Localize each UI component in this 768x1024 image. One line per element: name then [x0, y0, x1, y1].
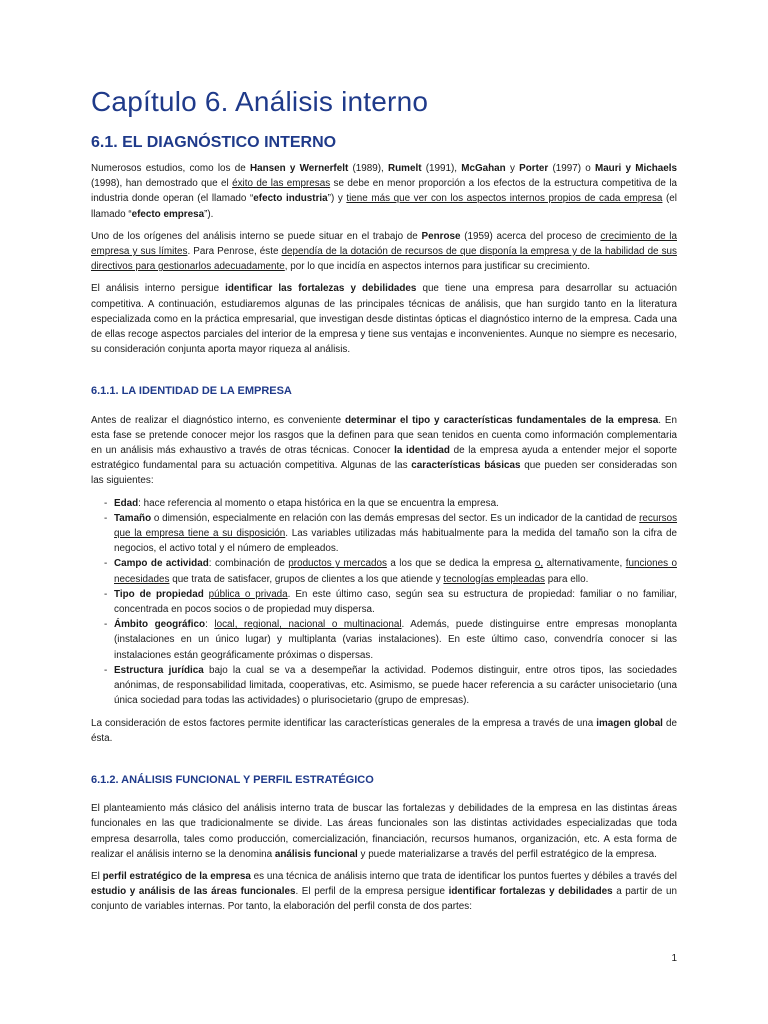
underlined-text: o,	[534, 558, 544, 570]
bold-text: Penrose	[421, 230, 461, 242]
underlined-text: tiene más que ver con los aspectos internos propios de cada empresa	[346, 193, 663, 205]
text: Numerosos estudios, como los de	[91, 163, 250, 174]
section-title: 6.1. EL DIAGNÓSTICO INTERNO	[91, 134, 337, 151]
bold-text: efecto empresa	[131, 208, 205, 220]
text: o dimensión, especialmente en relación con las demás empresas del sector. Es un indicador de la cantidad de	[151, 512, 640, 524]
bullet-dash: -	[104, 512, 108, 524]
bold-text: análisis funcional	[274, 848, 358, 860]
underlined-text: tecnologías empleadas	[443, 573, 545, 585]
text: y	[505, 163, 520, 174]
bold-text: Campo de actividad	[114, 558, 209, 570]
text: (el llamado “	[91, 193, 677, 220]
text: : combinación de	[208, 558, 289, 570]
text: El	[91, 870, 103, 882]
text: . Para Penrose, éste	[187, 246, 282, 258]
text: . Además, puede distinguirse entre empresas monoplanta (instalaciones en un único lugar) y multiplanta (varias instalaciones). En este último caso, convendría conocer si las instalaciones están geográficamente próximas o dispersas.	[114, 619, 678, 661]
bold-text: Hansen y Wernerfelt	[249, 163, 349, 174]
text: a los que se dedica la empresa	[386, 558, 535, 570]
text: . En este último caso, según sea su estructura de propiedad: familiar o no familiar, concentrada en pocos socios o de propiedad muy dispersa.	[114, 588, 678, 616]
bullet-dash: -	[104, 619, 108, 631]
text: alternativamente,	[543, 558, 626, 570]
bold-text: características básicas	[411, 460, 521, 472]
bold-text: Ámbito geográfico	[114, 619, 206, 631]
underlined-text: local, regional, nacional o multinacional	[214, 619, 402, 631]
paragraph-4	[91, 413, 677, 489]
list-item	[91, 663, 677, 709]
subsection-title-identity: 6.1.1. LA IDENTIDAD DE LA EMPRESA	[91, 385, 292, 398]
text: El análisis interno persigue	[91, 283, 226, 295]
paragraph-2	[91, 229, 677, 275]
paragraph-1	[91, 161, 677, 222]
underlined-text: productos y mercados	[288, 558, 387, 570]
bold-text: Tamaño	[114, 512, 152, 524]
text: Uno de los orígenes del análisis interno se puede situar en el trabajo de	[91, 230, 422, 242]
text: : hace referencia al momento o etapa histórica en la que se encuentra la empresa.	[138, 497, 499, 509]
underlined-text: recursos que la empresa tiene a su disposición	[114, 512, 678, 540]
list-item	[91, 556, 677, 586]
bold-text: efecto industria	[253, 193, 328, 205]
text: que tiene una empresa para desarrollar su actuación competitiva. A continuación, estudiaremos algunas de las principales técnicas de análisis, que han surgido tanto en la literatura especializada como en la práctica empresarial, que investigan desde distintas ópticas el diagnóstico interno de la empresa. Cada una de ellas recoge aspectos parciales del interior de la empresa y tiene sus ventajas e inconvenientes. Aunque no siempre es necesario, su consideración conjunta aporta mayor riqueza al análisis.	[91, 283, 677, 356]
paragraph-6	[91, 801, 677, 862]
underlined-text: dependía de la dotación de recursos de que disponía la empresa y de la habilidad de sus directivos para gestionarlos adecuadamente	[91, 246, 677, 273]
chapter-title: Capítulo 6. Análisis interno	[91, 86, 429, 117]
text: Antes de realizar el diagnóstico interno, es conveniente	[91, 414, 346, 426]
text: para ello.	[544, 573, 589, 585]
bold-text: estudio y análisis de las áreas funcionales	[91, 886, 296, 898]
underlined-text: pública o privada	[208, 588, 288, 600]
text: . Las variables utilizadas más habitualmente para la medida del tamaño son la cifra de negocios, el activo total y el número de empleados.	[114, 528, 677, 555]
bullet-dash: -	[104, 664, 108, 676]
bold-text: imagen global	[596, 717, 663, 729]
text: de ésta.	[91, 717, 677, 744]
text: de la empresa ayuda a entender mejor el soporte estratégico fundamental para su actuación competitiva. Algunas de las	[91, 445, 678, 472]
bold-text: la identidad	[394, 445, 450, 457]
page-number: 1	[671, 953, 677, 964]
list-item	[91, 496, 677, 511]
text: (1959) acerca del proceso de	[460, 230, 601, 242]
bold-text: identificar las fortalezas y debilidades	[225, 283, 417, 295]
bold-text: McGahan	[461, 163, 506, 174]
paragraph-7	[91, 869, 677, 915]
bold-text: perfil estratégico de la empresa	[102, 870, 251, 882]
bullet-dash: -	[104, 588, 108, 600]
paragraph-5	[91, 716, 677, 746]
bold-text: Tipo de propiedad	[114, 588, 204, 600]
bullet-dash: -	[104, 497, 108, 509]
underlined-text: éxito de las empresas	[232, 178, 331, 190]
text: que pueden ser consideradas son las siguientes:	[91, 460, 677, 487]
list-item	[91, 587, 677, 617]
bold-text: Porter	[519, 163, 549, 174]
paragraph-3	[91, 281, 677, 357]
bold-text: determinar el tipo y características fundamentales de la empresa	[345, 414, 659, 426]
text: (1997) o	[548, 163, 595, 174]
text: (1998), han demostrado que el	[91, 178, 233, 190]
bold-text: Rumelt	[388, 163, 422, 174]
characteristics-list	[91, 496, 677, 709]
text: . El perfil de la empresa persigue	[295, 886, 449, 898]
list-item	[91, 511, 677, 557]
subsection-title-functional: 6.1.2. ANÁLISIS FUNCIONAL Y PERFIL ESTRATÉGICO	[91, 773, 374, 786]
bold-text: Estructura jurídica	[114, 664, 204, 676]
document-body	[91, 161, 677, 922]
underlined-text: crecimiento de la empresa y sus límites	[91, 230, 677, 258]
text: El planteamiento más clásico del análisis interno trata de buscar las fortalezas y debilidades de la empresa en las distintas áreas funcionales en las que tradicionalmente se divide. Las áreas funcionales son las distintas actividades especializadas que toda empresa desarrolla, tales como producción, comercialización, financiación, recursos humanos, organización, etc. A esta forma de realizar el análisis interno se la denomina	[91, 803, 677, 860]
text: que trata de satisfacer, grupos de clientes a los que atiende y	[169, 573, 444, 585]
bold-text: Edad	[114, 497, 139, 509]
bold-text: Mauri y Michaels	[594, 163, 677, 174]
text: se debe en menor proporción a los efectos de la estructura competitiva de la industria donde operan (el llamado “	[91, 178, 678, 205]
text: , por lo que incidía en aspectos internos para justificar su crecimiento.	[284, 261, 590, 273]
text: La consideración de estos factores permite identificar las características generales de la empresa a través de una	[91, 717, 597, 729]
bold-text: identificar fortalezas y debilidades	[448, 886, 613, 898]
bullet-dash: -	[104, 558, 108, 570]
text: :	[205, 619, 215, 631]
underlined-text: funciones o necesidades	[114, 558, 677, 585]
text: (1991),	[421, 163, 462, 174]
text: bajo la cual se va a desempeñar la actividad. Podemos distinguir, entre otros tipos, las sociedades anónimas, de responsabilidad limitada, cooperativas, etc. Asimismo, se puede hacer referencia a su carácter unisocietario (una única sociedad para todas las actividades) o plurisocietario (grupo de empresas).	[114, 664, 677, 707]
list-item	[91, 617, 677, 663]
text: es una técnica de análisis interno que trata de identificar los puntos fuertes y débiles a través del	[250, 870, 677, 882]
text: . En esta fase se pretende conocer mejor los rasgos que la definen para que sean tenidos en cuenta como información complementaria en un análisis más exhaustivo a través de otras técnicas. Conocer	[91, 414, 677, 457]
text: (1989),	[348, 163, 389, 174]
text: y puede materializarse a través del perfil estratégico de la empresa.	[357, 848, 657, 860]
text: a partir de un conjunto de variables internas. Por tanto, la elaboración del perfil consta de dos partes:	[91, 886, 678, 913]
text: ”) y	[327, 193, 347, 205]
text: ”).	[204, 208, 214, 220]
